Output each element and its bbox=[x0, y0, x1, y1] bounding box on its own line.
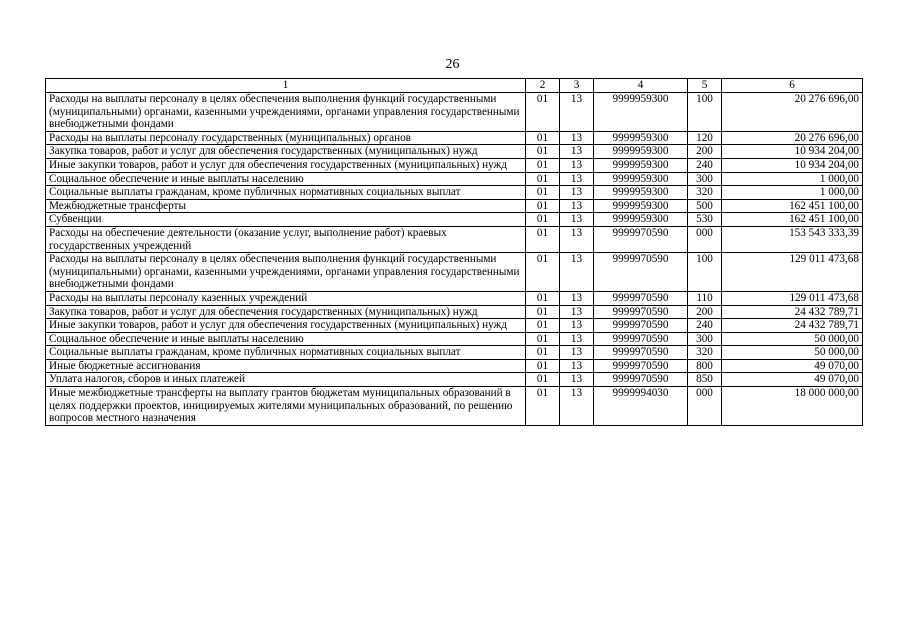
row-name: Расходы на выплаты персоналу в целях обеспечения выполнения функций государственными (муниципальными) органами, казенными учреждениями, органами управления государственными внебюджетными фондами bbox=[46, 253, 526, 292]
row-name: Расходы на выплаты персоналу государственных (муниципальных) органов bbox=[46, 131, 526, 145]
budget-table bbox=[45, 78, 863, 426]
row-target-code: 9999970590 bbox=[594, 226, 688, 252]
table-row bbox=[46, 213, 863, 227]
row-section: 01 bbox=[526, 319, 560, 333]
header-col-1: 1 bbox=[46, 79, 526, 93]
row-expense-type: 300 bbox=[688, 332, 722, 346]
row-name: Субвенции bbox=[46, 213, 526, 227]
row-subsection: 13 bbox=[560, 387, 594, 426]
row-expense-type: 120 bbox=[688, 131, 722, 145]
table-row bbox=[46, 319, 863, 333]
row-subsection: 13 bbox=[560, 305, 594, 319]
table-row bbox=[46, 226, 863, 252]
row-target-code: 9999959300 bbox=[594, 145, 688, 159]
table-row bbox=[46, 253, 863, 292]
row-subsection: 13 bbox=[560, 332, 594, 346]
table-row bbox=[46, 145, 863, 159]
row-subsection: 13 bbox=[560, 291, 594, 305]
row-name: Межбюджетные трансферты bbox=[46, 199, 526, 213]
row-amount: 129 011 473,68 bbox=[722, 291, 863, 305]
header-col-4: 4 bbox=[594, 79, 688, 93]
row-section: 01 bbox=[526, 305, 560, 319]
row-amount: 129 011 473,68 bbox=[722, 253, 863, 292]
table-row bbox=[46, 158, 863, 172]
table-row bbox=[46, 373, 863, 387]
row-expense-type: 000 bbox=[688, 226, 722, 252]
row-amount: 153 543 333,39 bbox=[722, 226, 863, 252]
row-expense-type: 320 bbox=[688, 346, 722, 360]
row-section: 01 bbox=[526, 253, 560, 292]
row-amount: 1 000,00 bbox=[722, 172, 863, 186]
row-amount: 10 934 204,00 bbox=[722, 145, 863, 159]
row-expense-type: 110 bbox=[688, 291, 722, 305]
table-row bbox=[46, 291, 863, 305]
row-name: Уплата налогов, сборов и иных платежей bbox=[46, 373, 526, 387]
row-expense-type: 200 bbox=[688, 305, 722, 319]
row-subsection: 13 bbox=[560, 373, 594, 387]
row-target-code: 9999970590 bbox=[594, 253, 688, 292]
row-section: 01 bbox=[526, 387, 560, 426]
row-target-code: 9999970590 bbox=[594, 319, 688, 333]
row-section: 01 bbox=[526, 213, 560, 227]
row-section: 01 bbox=[526, 145, 560, 159]
row-section: 01 bbox=[526, 359, 560, 373]
row-target-code: 9999959300 bbox=[594, 186, 688, 200]
row-amount: 49 070,00 bbox=[722, 359, 863, 373]
table-row bbox=[46, 186, 863, 200]
row-expense-type: 100 bbox=[688, 93, 722, 132]
row-name: Расходы на выплаты персоналу казенных учреждений bbox=[46, 291, 526, 305]
table-row bbox=[46, 346, 863, 360]
header-col-5: 5 bbox=[688, 79, 722, 93]
row-amount: 49 070,00 bbox=[722, 373, 863, 387]
row-amount: 50 000,00 bbox=[722, 332, 863, 346]
row-expense-type: 500 bbox=[688, 199, 722, 213]
row-expense-type: 200 bbox=[688, 145, 722, 159]
row-section: 01 bbox=[526, 332, 560, 346]
table-body bbox=[46, 93, 863, 426]
row-target-code: 9999959300 bbox=[594, 131, 688, 145]
row-subsection: 13 bbox=[560, 359, 594, 373]
row-target-code: 9999959300 bbox=[594, 93, 688, 132]
row-subsection: 13 bbox=[560, 172, 594, 186]
row-target-code: 9999970590 bbox=[594, 291, 688, 305]
row-expense-type: 800 bbox=[688, 359, 722, 373]
row-expense-type: 000 bbox=[688, 387, 722, 426]
row-name: Социальное обеспечение и иные выплаты населению bbox=[46, 172, 526, 186]
row-target-code: 9999970590 bbox=[594, 359, 688, 373]
row-target-code: 9999959300 bbox=[594, 158, 688, 172]
row-amount: 1 000,00 bbox=[722, 186, 863, 200]
row-section: 01 bbox=[526, 226, 560, 252]
row-amount: 20 276 696,00 bbox=[722, 93, 863, 132]
row-subsection: 13 bbox=[560, 346, 594, 360]
row-expense-type: 530 bbox=[688, 213, 722, 227]
row-name: Иные закупки товаров, работ и услуг для обеспечения государственных (муниципальных) нужд bbox=[46, 158, 526, 172]
row-name: Расходы на выплаты персоналу в целях обеспечения выполнения функций государственными (муниципальными) органами, казенными учреждениями, органами управления государственными внебюджетными фондами bbox=[46, 93, 526, 132]
row-target-code: 9999970590 bbox=[594, 305, 688, 319]
row-subsection: 13 bbox=[560, 186, 594, 200]
page-number: 26 bbox=[445, 57, 460, 72]
row-section: 01 bbox=[526, 346, 560, 360]
row-expense-type: 850 bbox=[688, 373, 722, 387]
row-expense-type: 100 bbox=[688, 253, 722, 292]
header-col-3: 3 bbox=[560, 79, 594, 93]
row-amount: 162 451 100,00 bbox=[722, 213, 863, 227]
row-expense-type: 240 bbox=[688, 319, 722, 333]
row-expense-type: 240 bbox=[688, 158, 722, 172]
row-section: 01 bbox=[526, 291, 560, 305]
row-section: 01 bbox=[526, 186, 560, 200]
row-subsection: 13 bbox=[560, 253, 594, 292]
table-row bbox=[46, 93, 863, 132]
row-name: Социальные выплаты гражданам, кроме публичных нормативных социальных выплат bbox=[46, 186, 526, 200]
row-amount: 10 934 204,00 bbox=[722, 158, 863, 172]
row-section: 01 bbox=[526, 199, 560, 213]
row-target-code: 9999994030 bbox=[594, 387, 688, 426]
row-name: Социальное обеспечение и иные выплаты населению bbox=[46, 332, 526, 346]
row-amount: 24 432 789,71 bbox=[722, 319, 863, 333]
row-subsection: 13 bbox=[560, 319, 594, 333]
table-row bbox=[46, 332, 863, 346]
header-col-2: 2 bbox=[526, 79, 560, 93]
row-name: Социальные выплаты гражданам, кроме публичных нормативных социальных выплат bbox=[46, 346, 526, 360]
row-amount: 20 276 696,00 bbox=[722, 131, 863, 145]
row-subsection: 13 bbox=[560, 158, 594, 172]
row-target-code: 9999959300 bbox=[594, 172, 688, 186]
row-amount: 162 451 100,00 bbox=[722, 199, 863, 213]
table-row bbox=[46, 305, 863, 319]
row-section: 01 bbox=[526, 373, 560, 387]
row-target-code: 9999970590 bbox=[594, 346, 688, 360]
row-amount: 24 432 789,71 bbox=[722, 305, 863, 319]
row-name: Закупка товаров, работ и услуг для обеспечения государственных (муниципальных) нужд bbox=[46, 145, 526, 159]
row-name: Иные бюджетные ассигнования bbox=[46, 359, 526, 373]
row-name: Расходы на обеспечение деятельности (оказание услуг, выполнение работ) краевых государственных учреждений bbox=[46, 226, 526, 252]
row-name: Иные межбюджетные трансферты на выплату грантов бюджетам муниципальных образований в целях поддержки проектов, инициируемых жителями муниципальных образований, по решению вопросов местного назначения bbox=[46, 387, 526, 426]
row-section: 01 bbox=[526, 131, 560, 145]
row-target-code: 9999970590 bbox=[594, 332, 688, 346]
row-subsection: 13 bbox=[560, 145, 594, 159]
row-subsection: 13 bbox=[560, 131, 594, 145]
table-row bbox=[46, 387, 863, 426]
table-row bbox=[46, 199, 863, 213]
table-row bbox=[46, 172, 863, 186]
row-name: Закупка товаров, работ и услуг для обеспечения государственных (муниципальных) нужд bbox=[46, 305, 526, 319]
row-amount: 18 000 000,00 bbox=[722, 387, 863, 426]
row-target-code: 9999959300 bbox=[594, 199, 688, 213]
row-name: Иные закупки товаров, работ и услуг для обеспечения государственных (муниципальных) нужд bbox=[46, 319, 526, 333]
row-subsection: 13 bbox=[560, 213, 594, 227]
table-row bbox=[46, 359, 863, 373]
row-expense-type: 300 bbox=[688, 172, 722, 186]
row-section: 01 bbox=[526, 93, 560, 132]
row-section: 01 bbox=[526, 158, 560, 172]
row-target-code: 9999970590 bbox=[594, 373, 688, 387]
row-expense-type: 320 bbox=[688, 186, 722, 200]
table-row bbox=[46, 131, 863, 145]
row-subsection: 13 bbox=[560, 93, 594, 132]
row-amount: 50 000,00 bbox=[722, 346, 863, 360]
row-subsection: 13 bbox=[560, 226, 594, 252]
header-row bbox=[46, 79, 863, 93]
row-target-code: 9999959300 bbox=[594, 213, 688, 227]
row-subsection: 13 bbox=[560, 199, 594, 213]
row-section: 01 bbox=[526, 172, 560, 186]
header-col-6: 6 bbox=[722, 79, 863, 93]
